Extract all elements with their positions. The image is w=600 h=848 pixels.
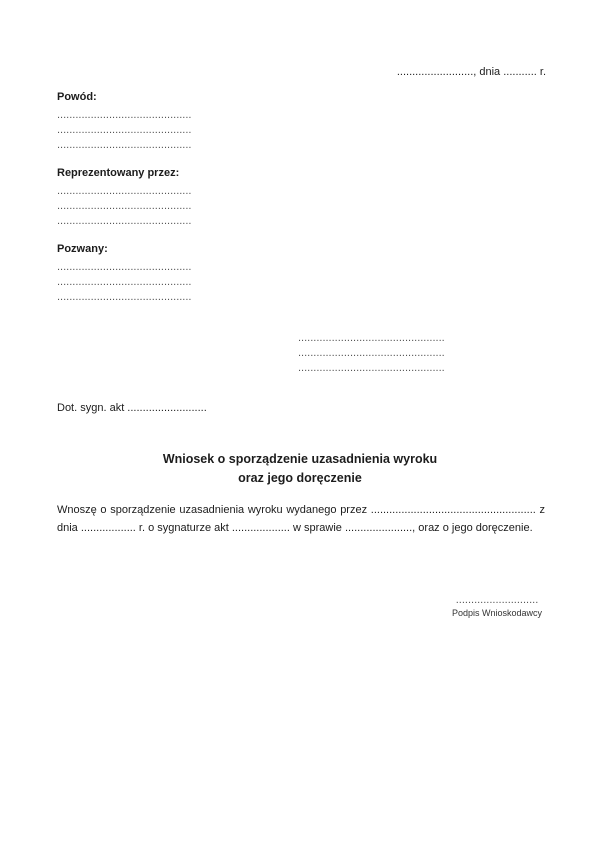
body-paragraph [57, 501, 545, 537]
title-line-1: Wniosek o sporządzenie uzasadnienia wyroku [162, 452, 438, 466]
defendant-fill-line: ............................................ [57, 276, 192, 288]
plaintiff-label: Powód: [57, 91, 97, 103]
plaintiff-section [57, 91, 257, 153]
signature-caption: Podpis Wnioskodawcy [451, 608, 543, 618]
representative-fill-line: ............................................ [57, 200, 192, 212]
defendant-fill-line: ............................................ [57, 291, 192, 303]
plaintiff-fill-line: ............................................ [57, 109, 192, 121]
document-title [0, 450, 600, 488]
representative-fill-line: ............................................ [57, 215, 192, 227]
addressee-fill-line: ................................................ [298, 362, 445, 374]
addressee-block [298, 331, 445, 376]
plaintiff-fill-line: ............................................ [57, 139, 192, 151]
representative-section [57, 167, 257, 229]
signature-line: ........................... [455, 594, 539, 606]
body-line-2: dnia .................. r. o sygnaturze akt ................... w sprawie ......................, oraz o jego doręczenie. [57, 522, 533, 534]
body-line-1: Wnoszę o sporządzenie uzasadnienia wyroku wydanego przez ...................................................... z [57, 504, 545, 516]
addressee-fill-line: ................................................ [298, 347, 445, 359]
defendant-label: Pozwany: [57, 243, 108, 255]
defendant-section [57, 243, 257, 305]
representative-fill-line: ............................................ [57, 185, 192, 197]
defendant-fill-line: ............................................ [57, 261, 192, 273]
date-line: ........................., dnia ........... r. [396, 66, 546, 78]
plaintiff-fill-line: ............................................ [57, 124, 192, 136]
title-line-2: oraz jego doręczenie [238, 471, 362, 485]
case-reference: Dot. sygn. akt .......................... [57, 402, 207, 414]
signature-block [442, 594, 552, 618]
representative-label: Reprezentowany przez: [57, 167, 180, 179]
addressee-fill-line: ................................................ [298, 332, 445, 344]
